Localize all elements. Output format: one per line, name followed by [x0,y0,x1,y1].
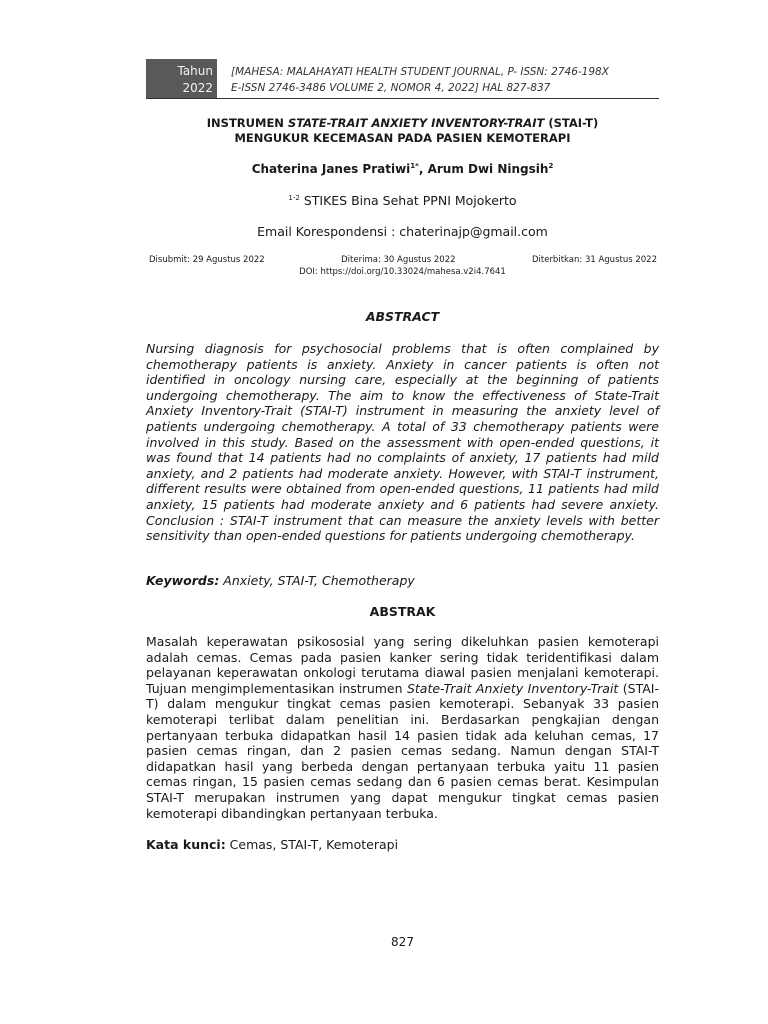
title-part-3: (STAI-T) [544,116,599,130]
abstrak-body-part-2: (STAI-T) dalam mengukur tingkat cemas pasien kemoterapi. Sebanyak 33 pasien kemoterapi terlibat dalam penelitian ini. Berdasarkan pengkajian dengan pertanyaan terbuka didapatkan hasil 14 pasien tidak ada keluhan cemas, 17 pasien cemas ringan, dan 2 pasien cemas sedang. Namun dengan STAI-T didapatkan hasil yang berbeda dengan pertanyaan terbuka yaitu 11 pasien cemas ringan, 15 pasien cemas sedang dan 6 pasien cemas berat. Kesimpulan STAI-T merupakan instrumen yang dapat mengukur tingkat cemas pasien kemoterapi dibandingkan pertanyaan terbuka. [146,680,659,821]
author-separator: , [418,162,428,176]
affiliation-sup: 1-2 [288,193,300,202]
title-line-2: MENGUKUR KECEMASAN PADA PASIEN KEMOTERAPI [234,131,571,145]
kata-kunci-text: Cemas, STAI-T, Kemoterapi [225,837,399,852]
journal-line-2: E-ISSN 2746-3486 VOLUME 2, NOMOR 4, 2022] HAL 827-837 [231,82,551,94]
keywords-label: Keywords: [146,573,220,588]
author-1: Chaterina Janes Pratiwi [251,162,411,176]
journal-line-1: [MAHESA: MALAHAYATI HEALTH STUDENT JOURNAL, P- ISSN: 2746-198X [231,66,609,78]
year-label: Tahun [177,64,213,78]
submitted-date: Disubmit: 29 Agustus 2022 [149,255,265,265]
journal-header [231,64,661,96]
abstract-body: Nursing diagnosis for psychosocial problems that is often complained by chemotherapy patients is anxiety. Anxiety in cancer patients is often not identified in oncology nursing care, especially at the beginning of patients undergoing chemotherapy. The aim to know the effectiveness of State-Trait Anxiety Inventory-Trait (STAI-T) instrument in measuring the anxiety level of patients undergoing chemotherapy. A total of 33 chemotherapy patients were involved in this study. Based on the assessment with open-ended questions, it was found that 14 patients had no complaints of anxiety, 17 patients had mild anxiety, and 2 patients had moderate anxiety. However, with STAI-T instrument, different results were obtained from open-ended questions, 11 patients had mild anxiety, 15 patients had moderate anxiety and 6 patients had severe anxiety. Conclusion : STAI-T instrument that can measure the anxiety levels with better sensitivity than open-ended questions for patients undergoing chemotherapy. [146,341,659,544]
title-italic: STATE-TRAIT ANXIETY INVENTORY-TRAIT [287,116,545,130]
author-list [146,162,659,176]
kata-kunci-label: Kata kunci: [146,837,226,852]
publication-dates [149,255,657,265]
published-date: Diterbitkan: 31 Agustus 2022 [531,255,657,265]
author-2: Arum Dwi Ningsih [427,162,549,176]
accepted-date: Diterima: 30 Agustus 2022 [341,255,456,265]
abstrak-body [146,634,659,821]
affiliation-text: STIKES Bina Sehat PPNI Mojokerto [299,193,517,208]
keywords-text: Anxiety, STAI-T, Chemotherapy [219,573,415,588]
correspondence-email: Email Korespondensi : chaterinajp@gmail.com [257,224,548,239]
title-line-1 [146,116,659,131]
doi-line: DOI: https://doi.org/10.33024/mahesa.v2i4.7641 [299,267,506,277]
kata-kunci-line [146,837,398,852]
affiliation [146,193,659,208]
page-number: 827 [391,935,414,949]
abstrak-heading: ABSTRAK [369,604,436,619]
year-box [146,59,217,99]
paper-title [146,116,659,146]
header-divider [146,98,659,99]
author-2-sup: 2 [548,162,554,170]
year-value: 2022 [182,81,213,95]
abstrak-body-part-1: Masalah keperawatan psikososial yang sering dikeluhkan pasien kemoterapi adalah cemas. Cemas pada pasien kanker sering tidak teridentifikasi dalam pelayanan keperawatan onkologi terutama diawal pasien menjalani kemoterapi. Tujuan mengimplementasikan instrumen [146,634,659,696]
title-part-1: INSTRUMEN [206,116,288,130]
abstract-heading: ABSTRACT [365,309,440,324]
keywords-line [146,573,415,588]
author-1-sup: 1* [410,162,419,170]
abstrak-body-italic: State-Trait Anxiety Inventory-Trait [406,680,619,696]
